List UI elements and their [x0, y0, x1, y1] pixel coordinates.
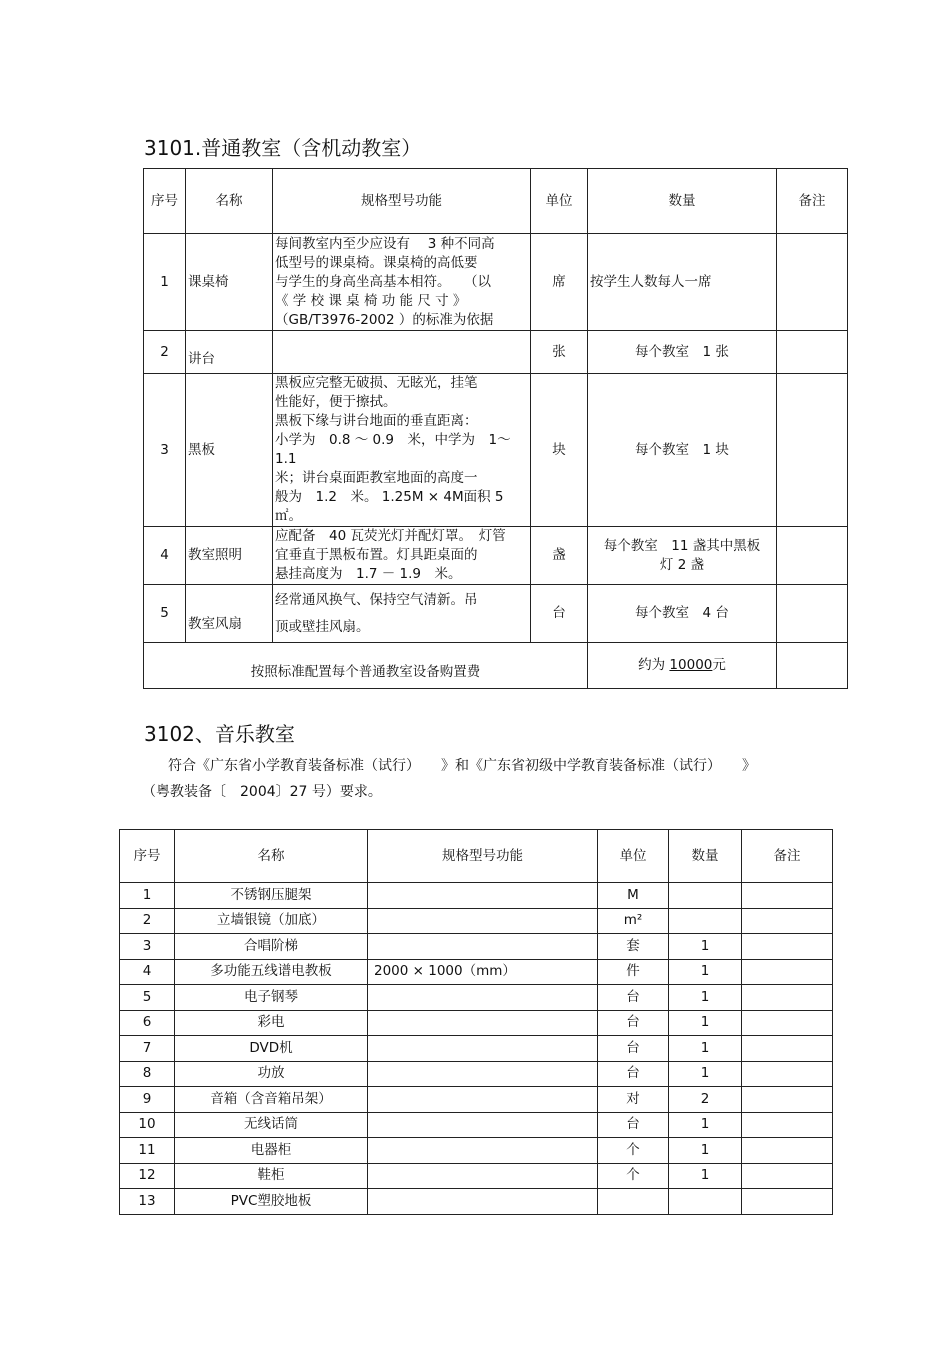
row-unit: 台: [598, 1061, 669, 1087]
row-spec: [273, 234, 531, 331]
row-spec: [368, 1112, 598, 1138]
row-unit: M: [598, 883, 669, 909]
row-unit: 台: [598, 1010, 669, 1036]
row-spec: [368, 985, 598, 1011]
table-row: [120, 1087, 833, 1113]
row-no: 12: [120, 1163, 175, 1189]
row-no: 8: [120, 1061, 175, 1087]
table-footer-row: [144, 643, 848, 689]
spec-line: 性能好，便于擦拭。: [275, 394, 397, 410]
spec-line: 黑板应完整无破损、无眩光，挂笔: [275, 375, 478, 391]
row-name: 课桌椅: [186, 234, 273, 331]
row-spec: [368, 1010, 598, 1036]
header-name: 名称: [175, 830, 368, 883]
header-note: 备注: [742, 830, 833, 883]
row-qty: 1: [669, 985, 742, 1011]
row-no: 4: [120, 959, 175, 985]
row-unit: 个: [598, 1163, 669, 1189]
spec-line: 与学生的身高坐高基本相符。 （以: [275, 273, 491, 290]
row-spec: [368, 1036, 598, 1062]
row-name: 教室照明: [186, 527, 273, 585]
row-name: PVC塑胶地板: [175, 1189, 368, 1215]
row-no: 4: [144, 527, 186, 585]
row-unit: 台: [598, 1112, 669, 1138]
row-spec: [273, 374, 531, 527]
table-row: [120, 1061, 833, 1087]
row-spec: [368, 1061, 598, 1087]
row-spec: [368, 1138, 598, 1164]
row-unit: 盏: [531, 527, 588, 585]
table-header-row: [144, 169, 848, 234]
row-note: [777, 374, 848, 527]
row-no: 6: [120, 1010, 175, 1036]
table-row: [120, 959, 833, 985]
table-row: [144, 234, 848, 331]
row-unit: 件: [598, 959, 669, 985]
classroom-equipment-table: [143, 168, 848, 689]
row-note: [742, 959, 833, 985]
row-note: [742, 1189, 833, 1215]
section1-title: 3101.普通教室（含机动教室）: [144, 136, 422, 160]
header-no: 序号: [144, 169, 186, 234]
row-qty: [669, 908, 742, 934]
row-qty: 每个教室 1 块: [588, 374, 777, 527]
row-no: 1: [144, 234, 186, 331]
row-name: 讲台: [186, 331, 273, 374]
row-note: [777, 585, 848, 643]
spec-line: 宜垂直于黑板布置。灯具距桌面的: [275, 547, 478, 563]
spec-line: 小学为 0.8 ～ 0.9 米，中学为 1～1.1: [275, 432, 511, 467]
section2-title: 3102、音乐教室: [144, 722, 295, 746]
row-name: 黑板: [186, 374, 273, 527]
row-qty: 2: [669, 1087, 742, 1113]
row-qty: 1: [669, 1112, 742, 1138]
row-name: 教室风扇: [186, 585, 273, 643]
row-name: 电子钢琴: [175, 985, 368, 1011]
footer-suffix: 元: [712, 657, 726, 673]
footer-cost: [588, 643, 777, 689]
row-note: [777, 527, 848, 585]
row-name: 合唱阶梯: [175, 934, 368, 960]
row-note: [742, 1061, 833, 1087]
table-row: [120, 883, 833, 909]
row-spec: [368, 934, 598, 960]
row-name: 鞋柜: [175, 1163, 368, 1189]
spec-line: 黑板下缘与讲台地面的垂直距离：: [275, 413, 478, 429]
spec-line: 低型号的课桌椅。课桌椅的高低要: [275, 254, 478, 271]
table-row: [120, 1112, 833, 1138]
row-note: [742, 1010, 833, 1036]
row-note: [777, 234, 848, 331]
row-unit: [598, 1189, 669, 1215]
row-no: 9: [120, 1087, 175, 1113]
row-note: [742, 908, 833, 934]
row-note: [742, 1163, 833, 1189]
header-no: 序号: [120, 830, 175, 883]
row-no: 13: [120, 1189, 175, 1215]
row-qty: 每个教室 11 盏其中黑板灯 2 盏: [588, 527, 777, 585]
table-row: [120, 934, 833, 960]
table-row: [120, 1036, 833, 1062]
row-qty: 1: [669, 1163, 742, 1189]
table-row: [144, 331, 848, 374]
spec-line: 《 学 校 课 桌 椅 功 能 尺 寸 》: [275, 292, 467, 309]
row-spec: [368, 908, 598, 934]
row-qty: [669, 883, 742, 909]
header-spec: 规格型号功能: [368, 830, 598, 883]
header-qty: 数量: [669, 830, 742, 883]
row-no: 3: [120, 934, 175, 960]
row-unit: 张: [531, 331, 588, 374]
row-no: 11: [120, 1138, 175, 1164]
footer-prefix: 约为: [638, 657, 666, 673]
table-row: [120, 985, 833, 1011]
spec-line: 顶或壁挂风扇。: [275, 618, 370, 635]
row-name: 立墙银镜（加底）: [175, 908, 368, 934]
row-qty: 1: [669, 934, 742, 960]
row-unit: 台: [598, 985, 669, 1011]
row-note: [742, 1036, 833, 1062]
row-name: 彩电: [175, 1010, 368, 1036]
row-spec: [368, 883, 598, 909]
footer-label: 按照标准配置每个普通教室设备购置费: [144, 643, 588, 689]
row-qty: 按学生人数每人一席: [588, 234, 777, 331]
row-qty: 每个教室 1 张: [588, 331, 777, 374]
section2-intro-line2: （粤教装备〔 2004〕27 号）要求。: [142, 784, 382, 800]
row-name: 多功能五线谱电教板: [175, 959, 368, 985]
row-qty: 1: [669, 959, 742, 985]
row-spec: [368, 1163, 598, 1189]
row-no: 7: [120, 1036, 175, 1062]
row-unit: 台: [598, 1036, 669, 1062]
row-name: 音箱（含音箱吊架）: [175, 1087, 368, 1113]
row-name: 功放: [175, 1061, 368, 1087]
row-qty: 1: [669, 1036, 742, 1062]
header-qty: 数量: [588, 169, 777, 234]
row-spec: [273, 331, 531, 374]
row-spec: [273, 585, 531, 643]
table-row: [144, 374, 848, 527]
table-row: [120, 1189, 833, 1215]
row-no: 5: [120, 985, 175, 1011]
spec-line: 悬挂高度为 1.7 － 1.9 米。: [275, 566, 462, 582]
spec-line: 每间教室内至少应设有 3 种不同高: [275, 235, 495, 252]
row-unit: 个: [598, 1138, 669, 1164]
row-no: 2: [120, 908, 175, 934]
row-note: [742, 1087, 833, 1113]
row-spec: 2000 × 1000（mm）: [368, 959, 598, 985]
row-unit: 台: [531, 585, 588, 643]
header-name: 名称: [186, 169, 273, 234]
table-row: [144, 585, 848, 643]
header-note: 备注: [777, 169, 848, 234]
spec-line: 般为 1.2 米。 1.25M × 4M面积 5 ㎡。: [275, 489, 504, 524]
row-qty: 1: [669, 1010, 742, 1036]
row-name: 无线话筒: [175, 1112, 368, 1138]
spec-line: 经常通风换气、保持空气清新。吊: [275, 591, 478, 608]
header-unit: 单位: [531, 169, 588, 234]
table-header-row: [120, 830, 833, 883]
section2-intro-line1: 符合《广东省小学教育装备标准（试行） 》和《广东省初级中学教育装备标准（试行） 》: [168, 758, 756, 774]
table-row: [120, 1010, 833, 1036]
row-name: 不锈钢压腿架: [175, 883, 368, 909]
row-qty: 1: [669, 1061, 742, 1087]
footer-note: [777, 643, 848, 689]
row-spec: [368, 1189, 598, 1215]
row-unit: m²: [598, 908, 669, 934]
footer-amount: 10000: [669, 657, 713, 673]
row-spec: [273, 527, 531, 585]
row-name: 电器柜: [175, 1138, 368, 1164]
row-note: [742, 985, 833, 1011]
row-unit: 席: [531, 234, 588, 331]
table-row: [120, 1138, 833, 1164]
row-note: [742, 1138, 833, 1164]
row-qty: 每个教室 4 台: [588, 585, 777, 643]
table-row: [144, 527, 848, 585]
music-room-equipment-table: [119, 829, 833, 1215]
row-no: 5: [144, 585, 186, 643]
row-qty: [669, 1189, 742, 1215]
row-qty: 1: [669, 1138, 742, 1164]
table-row: [120, 1163, 833, 1189]
row-no: 2: [144, 331, 186, 374]
row-spec: [368, 1087, 598, 1113]
spec-line: 米；讲台桌面距教室地面的高度一: [275, 470, 478, 486]
spec-line: 应配备 40 瓦荧光灯并配灯罩。 灯管: [275, 528, 506, 544]
row-note: [742, 934, 833, 960]
row-name: DVD机: [175, 1036, 368, 1062]
row-unit: 套: [598, 934, 669, 960]
header-spec: 规格型号功能: [273, 169, 531, 234]
row-note: [777, 331, 848, 374]
header-unit: 单位: [598, 830, 669, 883]
row-unit: 对: [598, 1087, 669, 1113]
table-row: [120, 908, 833, 934]
row-unit: 块: [531, 374, 588, 527]
row-note: [742, 1112, 833, 1138]
row-no: 3: [144, 374, 186, 527]
spec-line: （GB/T3976-2002 ）的标准为依据: [275, 311, 494, 328]
row-no: 1: [120, 883, 175, 909]
row-no: 10: [120, 1112, 175, 1138]
row-note: [742, 883, 833, 909]
